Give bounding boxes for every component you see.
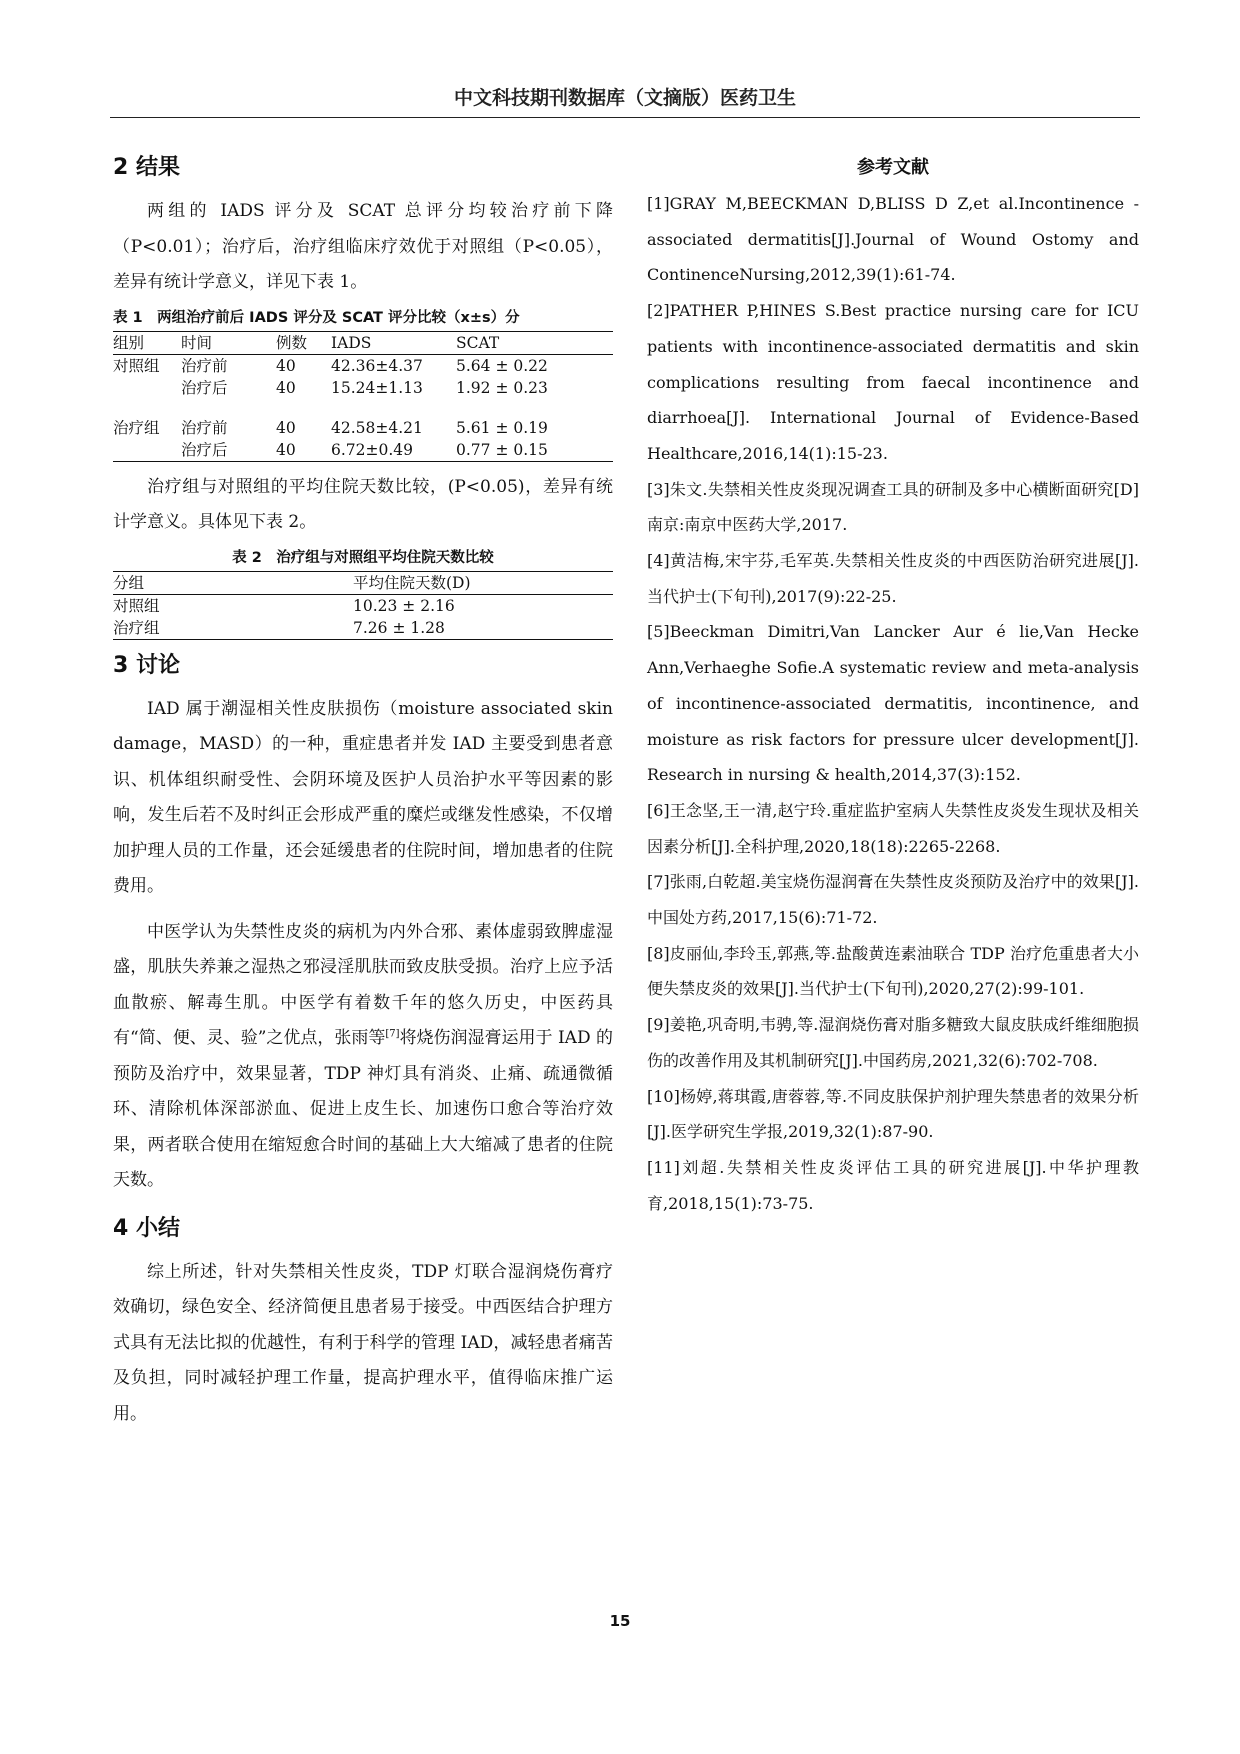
citation-superscript: [7] [385, 1028, 400, 1040]
table-cell: 42.36±4.37 [331, 356, 423, 375]
table-cell: 治疗组 [113, 618, 160, 637]
table1-header-row [113, 331, 613, 354]
discussion-paragraph-2 [113, 915, 613, 1199]
reference-item: [9]姜艳,巩奇明,韦骋,等.湿润烧伤膏对脂多糖致大鼠皮肤成纤维细胞损伤的改善作用及其机制研究[J].中国药房,2021,32(6):702-708. [647, 1015, 1139, 1070]
table-row [113, 439, 613, 462]
table2-header-cell: 平均住院天数(D) [353, 573, 471, 592]
table-cell: 10.23 ± 2.16 [353, 596, 455, 615]
table-cell: 5.61 ± 0.19 [456, 418, 548, 437]
table-cell: 对照组 [113, 356, 160, 375]
table-cell: 7.26 ± 1.28 [353, 618, 445, 637]
table-cell: 治疗前 [181, 418, 228, 437]
table1-header-cell: 组别 [113, 333, 145, 352]
reference-item: [11]刘超.失禁相关性皮炎评估工具的研究进展[J].中华护理教育,2018,15(1):73-75. [647, 1157, 1139, 1213]
discussion-text-b: 将烧伤润湿膏运用于 IAD 的预防及治疗中，效果显著，TDP 神灯具有消炎、止痛、疏通微循环、清除机体深部淤血、促进上皮生长、加速伤口愈合等治疗效果，两者联合使用在缩短愈合时间的基础上大大缩减了患者的住院天数。 [113, 1028, 613, 1190]
table-cell: 1.92 ± 0.23 [456, 378, 548, 397]
table2-caption: 表 2 治疗组与对照组平均住院天数比较 [232, 549, 494, 566]
table-cell [113, 439, 181, 462]
table-row [113, 354, 613, 377]
table-cell: 5.64 ± 0.22 [456, 356, 548, 375]
table2-header-row [113, 571, 613, 594]
results-paragraph-2: 治疗组与对照组的平均住院天数比较，(P<0.05)，差异有统计学意义。具体见下表 2。 [113, 476, 613, 532]
results-paragraph-1: 两组的 IADS 评分及 SCAT 总评分均较治疗前下降（P<0.01）；治疗后，治疗组临床疗效优于对照组（P<0.05），差异有统计学意义，详见下表 1。 [113, 201, 613, 292]
table-row [113, 617, 613, 640]
table1-header-cell: IADS [331, 333, 372, 352]
table-cell: 40 [276, 440, 296, 459]
reference-item: [2]PATHER P,HINES S.Best practice nursing care for ICU patients with incontinence-associated dermatitis and skin complications resulting from faecal incontinence and diarrhoea[J]. International Journal of Evidence-Based Healthcare,2016,14(1):15-23. [647, 301, 1139, 463]
summary-paragraph: 综上所述，针对失禁相关性皮炎，TDP 灯联合湿润烧伤膏疗效确切，绿色安全、经济简便且患者易于接受。中西医结合护理方式具有无法比拟的优越性，有利于科学的管理 IAD，减轻患者痛苦及负担，同时减轻护理工作量，提高护理水平，值得临床推广运用。 [113, 1261, 613, 1424]
table-cell [113, 377, 181, 399]
page-number: 15 [609, 1612, 631, 1630]
table-cell: 42.58±4.21 [331, 418, 423, 437]
table1-header-cell: 例数 [276, 333, 308, 352]
table1-header-cell: 时间 [181, 333, 213, 352]
table-cell: 治疗后 [181, 378, 228, 397]
reference-item: [3]朱文.失禁相关性皮炎现况调查工具的研制及多中心横断面研究[D]南京:南京中医药大学,2017. [647, 479, 1139, 535]
table-row [113, 377, 613, 399]
table1 [113, 331, 613, 462]
right-column [647, 150, 1139, 1221]
table2-header-cell: 分组 [113, 573, 145, 592]
table-row [113, 594, 613, 617]
reference-item: [1]GRAY M,BEECKMAN D,BLISS D Z,et al.Incontinence - associated dermatitis[J].Journal of Wound Ostomy and ContinenceNursing,2012,39(1):61-74. [647, 194, 1139, 285]
table-cell: 对照组 [113, 596, 160, 615]
left-column [113, 150, 613, 1432]
reference-item: [8]皮丽仙,李玲玉,郭燕,等.盐酸黄连素油联合 TDP 治疗危重患者大小便失禁皮炎的效果[J].当代护士(下旬刊),2020,27(2):99-101. [647, 943, 1139, 999]
reference-item: [5]Beeckman Dimitri,Van Lancker Aur é lie,Van Hecke Ann,Verhaeghe Sofie.A systematic review and meta-analysis of incontinence-associated dermatitis, incontinence, and moisture as risk factors for pressure ulcer development[J]. Research in nursing & health,2014,37(3):152. [647, 622, 1139, 785]
table-row [113, 417, 613, 439]
reference-item: [10]杨婷,蒋琪霞,唐蓉蓉,等.不同皮肤保护剂护理失禁患者的效果分析[J].医学研究生学报,2019,32(1):87-90. [647, 1086, 1139, 1142]
section-discussion-title: 3 讨论 [113, 652, 180, 678]
table-spacer-row [113, 399, 613, 417]
table-cell: 40 [276, 418, 296, 437]
section-summary-title: 4 小结 [113, 1215, 180, 1241]
header-rule [110, 117, 1140, 118]
table-cell: 40 [276, 378, 296, 397]
reference-item: [6]王念坚,王一清,赵宁玲.重症监护室病人失禁性皮炎发生现状及相关因素分析[J].全科护理,2020,18(18):2265-2268. [647, 800, 1139, 856]
table-cell: 15.24±1.13 [331, 378, 423, 397]
journal-header: 中文科技期刊数据库（文摘版）医药卫生 [453, 87, 796, 109]
table-cell: 40 [276, 356, 296, 375]
table-cell: 治疗组 [113, 418, 160, 437]
reference-item: [7]张雨,白乾超.美宝烧伤湿润膏在失禁性皮炎预防及治疗中的效果[J].中国处方药,2017,15(6):71-72. [647, 872, 1139, 928]
discussion-text-a: 中医学认为失禁性皮炎的病机为内外合邪、素体虚弱致脾虚湿盛，肌肤失养兼之湿热之邪浸淫肌肤而致皮肤受损。治疗上应予活血散瘀、解毒生肌。中医学有着数千年的悠久历史，中医药具有“简、便、灵、验”之优点，张雨等 [113, 921, 613, 1048]
references-title: 参考文献 [857, 157, 929, 178]
reference-item: [4]黄洁梅,宋宇芬,毛军英.失禁相关性皮炎的中西医防治研究进展[J].当代护士(下旬刊),2017(9):22-25. [647, 551, 1139, 606]
section-results-title: 2 结果 [113, 155, 180, 180]
table-cell: 治疗后 [181, 440, 228, 459]
table2 [113, 571, 613, 640]
table-cell: 0.77 ± 0.15 [456, 440, 548, 459]
table1-header-cell: SCAT [456, 333, 500, 352]
table-cell: 6.72±0.49 [331, 440, 414, 459]
table-cell: 治疗前 [181, 356, 228, 375]
discussion-paragraph-1: IAD 属于潮湿相关性皮肤损伤（moisture associated skin damage，MASD）的一种，重症患者并发 IAD 主要受到患者意识、机体组织耐受性、会阴环境及医护人员治护水平等因素的影响，发生后若不及时纠正会形成严重的糜烂或继发性感染，不仅增加护理人员的工作量，还会延缓患者的住院时间，增加患者的住院费用。 [113, 698, 613, 896]
table1-caption: 表 1 两组治疗前后 IADS 评分及 SCAT 评分比较（x±s）分 [113, 309, 520, 326]
